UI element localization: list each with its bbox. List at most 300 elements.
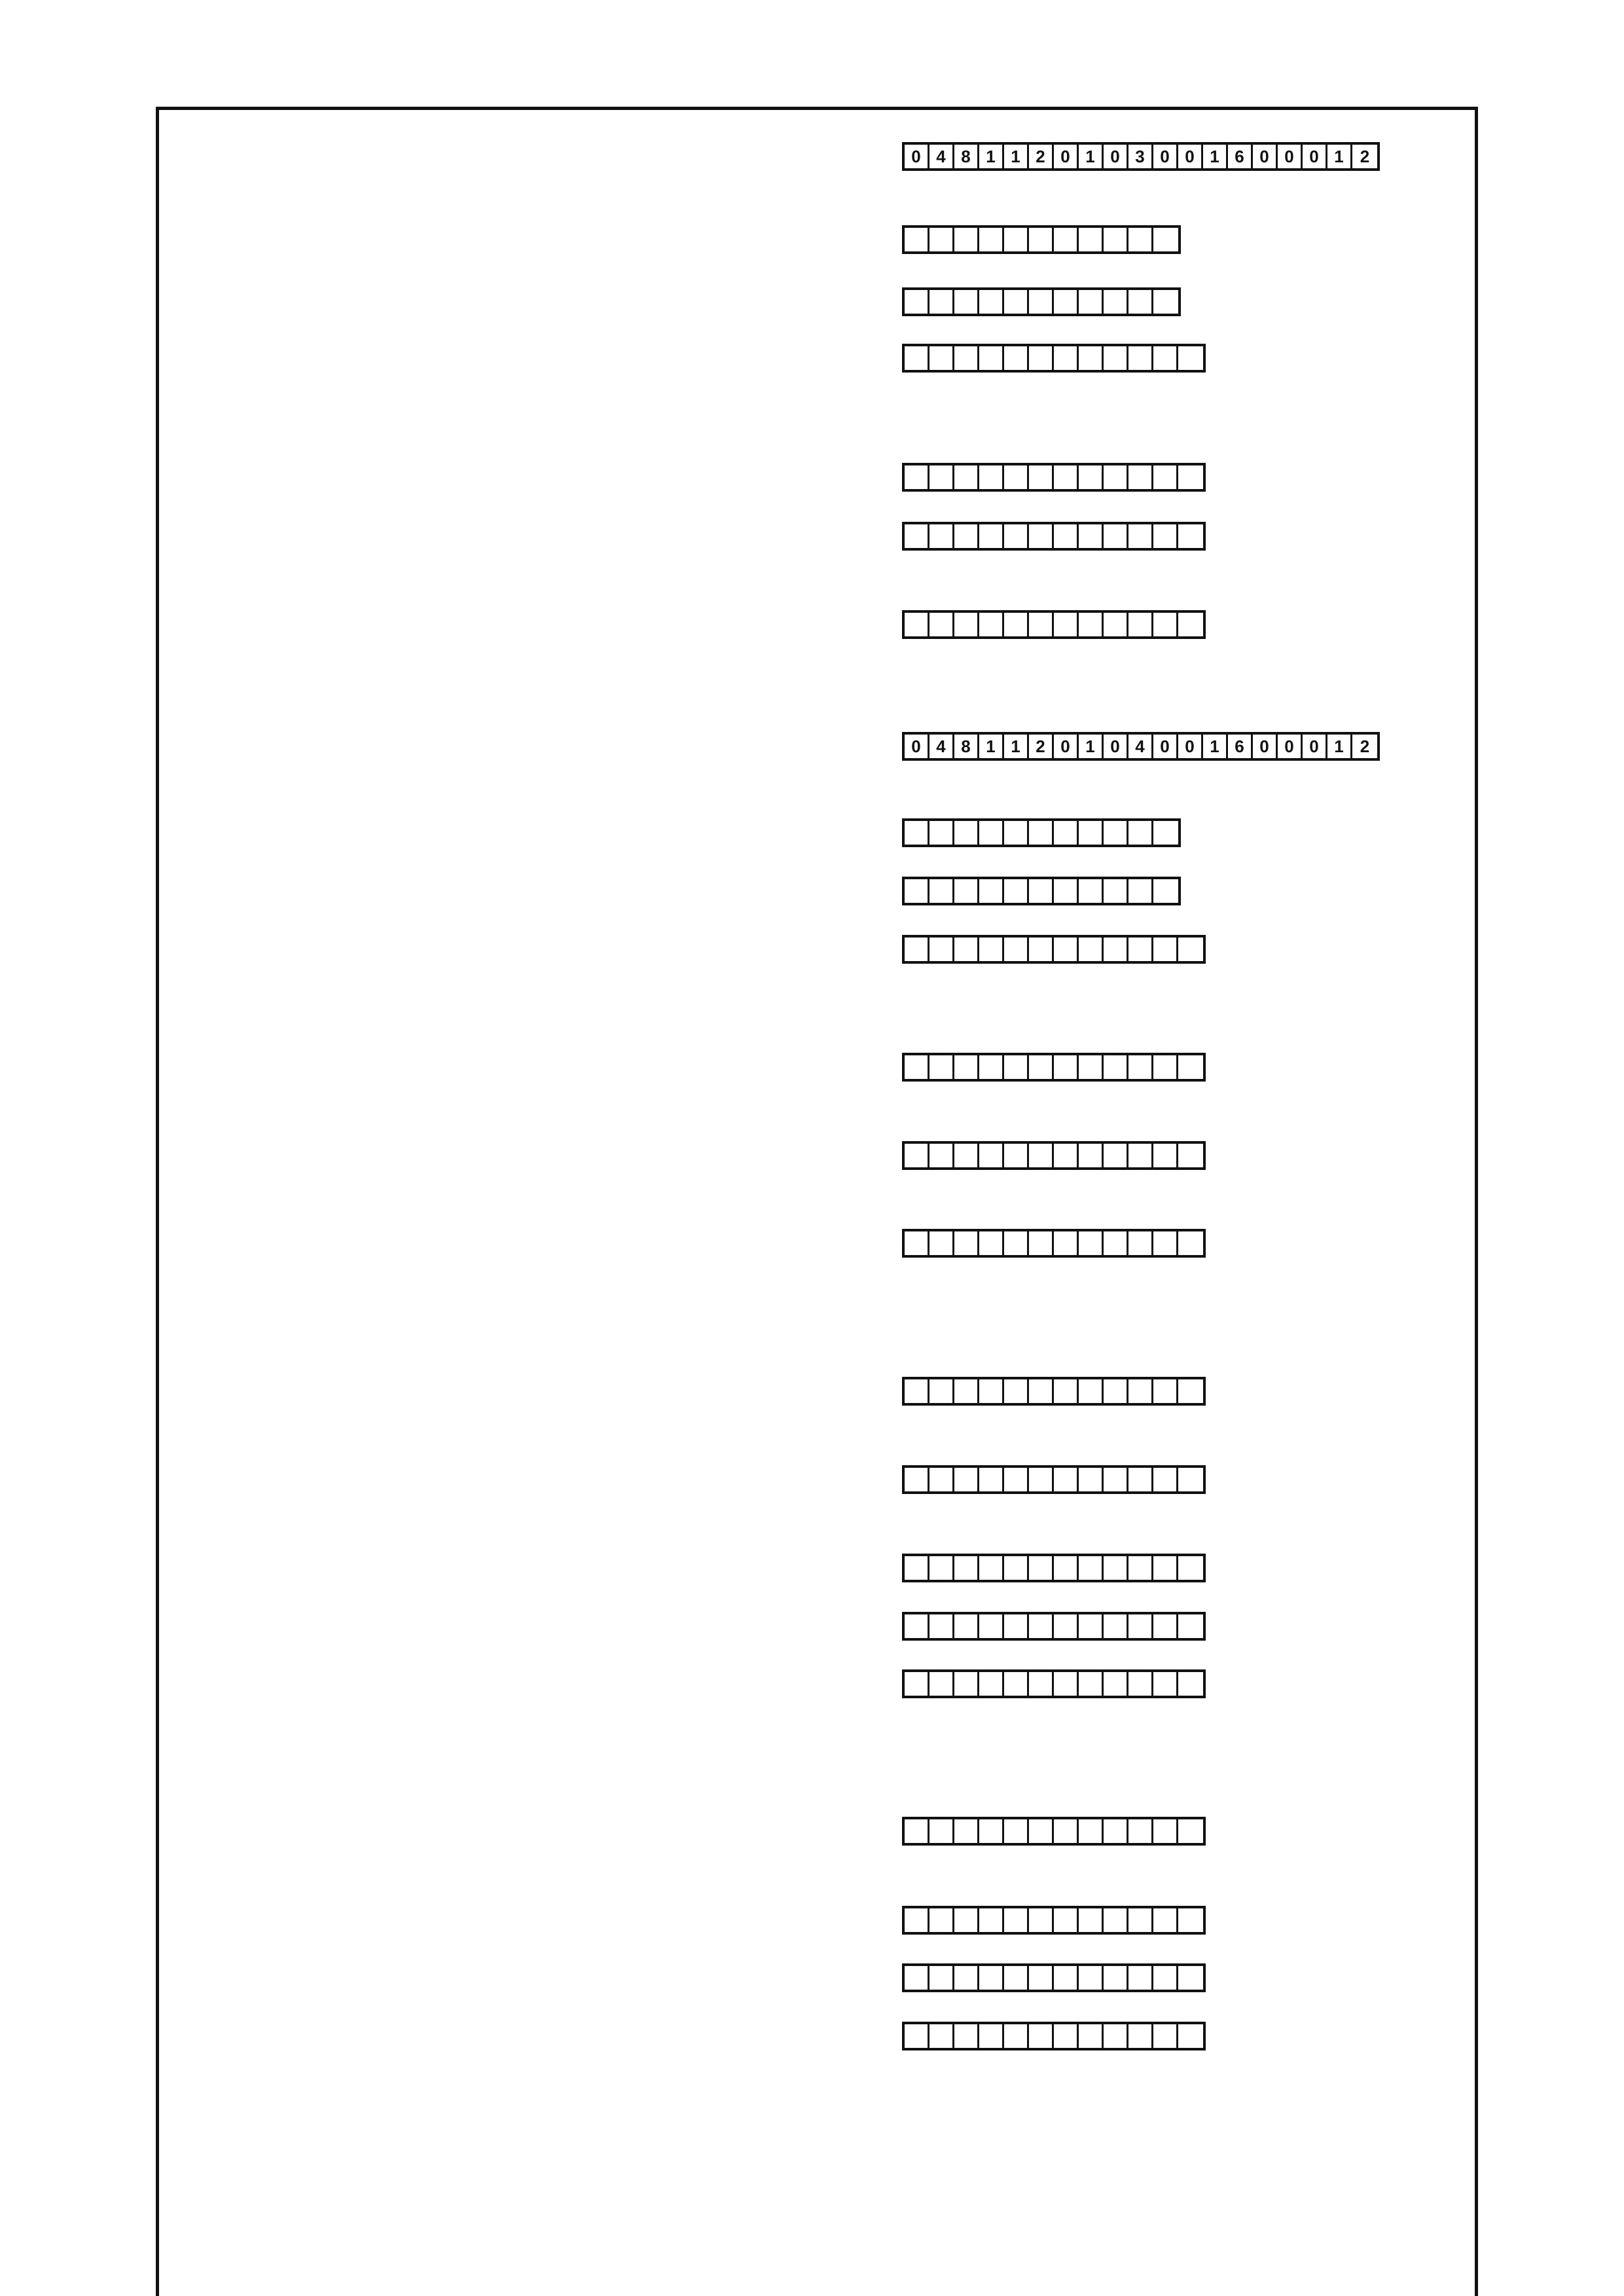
- value-cell[interactable]: [929, 465, 954, 489]
- value-cell[interactable]: [1178, 1556, 1203, 1580]
- value-cell[interactable]: [1029, 1055, 1054, 1079]
- value-cells[interactable]: [902, 1554, 1206, 1582]
- value-cell[interactable]: 0: [1178, 735, 1203, 758]
- value-cell[interactable]: [1128, 1556, 1153, 1580]
- value-cell[interactable]: [1104, 2024, 1128, 2048]
- value-cell[interactable]: [1153, 1379, 1178, 1403]
- value-cell[interactable]: [1104, 1614, 1128, 1638]
- value-cell[interactable]: [1178, 346, 1203, 370]
- value-cell[interactable]: [905, 524, 929, 548]
- value-cell[interactable]: [929, 1966, 954, 1990]
- value-cell[interactable]: [979, 1819, 1004, 1843]
- value-cell[interactable]: [1004, 465, 1029, 489]
- value-cell[interactable]: [1153, 228, 1178, 251]
- value-cell[interactable]: [929, 1055, 954, 1079]
- value-cell[interactable]: [1178, 524, 1203, 548]
- value-cell[interactable]: [954, 1672, 979, 1696]
- value-cell[interactable]: [1104, 1819, 1128, 1843]
- value-cell[interactable]: [979, 821, 1004, 845]
- value-cell[interactable]: [1004, 1819, 1029, 1843]
- value-cell[interactable]: 0: [1054, 145, 1079, 168]
- value-cell[interactable]: [1104, 1144, 1128, 1167]
- value-cell[interactable]: [1104, 524, 1128, 548]
- value-cell[interactable]: [1079, 1055, 1104, 1079]
- value-cells[interactable]: [902, 610, 1206, 639]
- value-cell[interactable]: [979, 1614, 1004, 1638]
- value-cell[interactable]: [905, 228, 929, 251]
- value-cell[interactable]: [1079, 1379, 1104, 1403]
- value-cell[interactable]: [1079, 1231, 1104, 1255]
- value-cell[interactable]: [979, 1908, 1004, 1932]
- value-cell[interactable]: [1029, 524, 1054, 548]
- value-cell[interactable]: 4: [929, 145, 954, 168]
- value-cell[interactable]: [954, 1055, 979, 1079]
- value-cell[interactable]: [979, 465, 1004, 489]
- value-cell[interactable]: [1104, 1379, 1128, 1403]
- value-cell[interactable]: [1029, 228, 1054, 251]
- value-cell[interactable]: [1153, 1819, 1178, 1843]
- value-cell[interactable]: [1178, 613, 1203, 636]
- value-cell[interactable]: 0: [1054, 735, 1079, 758]
- value-cell[interactable]: [1054, 821, 1079, 845]
- value-cell[interactable]: [1104, 1468, 1128, 1491]
- value-cell[interactable]: 0: [1278, 145, 1303, 168]
- value-cell[interactable]: [1128, 613, 1153, 636]
- value-cell[interactable]: [979, 1055, 1004, 1079]
- value-cell[interactable]: [1079, 1556, 1104, 1580]
- value-cell[interactable]: [1004, 290, 1029, 314]
- value-cell[interactable]: [979, 938, 1004, 961]
- value-cell[interactable]: [1128, 346, 1153, 370]
- value-cell[interactable]: [1079, 821, 1104, 845]
- value-cell[interactable]: 4: [1128, 735, 1153, 758]
- value-cell[interactable]: [1128, 228, 1153, 251]
- value-cell[interactable]: [1178, 1379, 1203, 1403]
- value-cell[interactable]: 8: [954, 145, 979, 168]
- value-cell[interactable]: [1054, 613, 1079, 636]
- value-cell[interactable]: [1128, 524, 1153, 548]
- value-cell[interactable]: [1128, 1144, 1153, 1167]
- value-cell[interactable]: [905, 938, 929, 961]
- value-cell[interactable]: [954, 1966, 979, 1990]
- value-cell[interactable]: [929, 1144, 954, 1167]
- value-cell[interactable]: [1128, 465, 1153, 489]
- value-cell[interactable]: [905, 1966, 929, 1990]
- value-cell[interactable]: [1128, 1966, 1153, 1990]
- value-cell[interactable]: 1: [1203, 735, 1228, 758]
- value-cell[interactable]: [1128, 821, 1153, 845]
- value-cell[interactable]: 0: [1303, 735, 1327, 758]
- value-cell[interactable]: 1: [1327, 735, 1352, 758]
- value-cell[interactable]: [1153, 524, 1178, 548]
- value-cell[interactable]: [1079, 1819, 1104, 1843]
- value-cell[interactable]: [905, 465, 929, 489]
- value-cell[interactable]: [1004, 1144, 1029, 1167]
- value-cell[interactable]: [1029, 1966, 1054, 1990]
- value-cell[interactable]: [1054, 1672, 1079, 1696]
- value-cell[interactable]: [1004, 821, 1029, 845]
- value-cell[interactable]: [1104, 346, 1128, 370]
- value-cell[interactable]: [929, 879, 954, 903]
- value-cell[interactable]: [1178, 1055, 1203, 1079]
- value-cells[interactable]: [902, 142, 1380, 171]
- value-cell[interactable]: [1029, 1144, 1054, 1167]
- value-cell[interactable]: [1153, 613, 1178, 636]
- value-cell[interactable]: [1029, 290, 1054, 314]
- value-cells[interactable]: [902, 1465, 1206, 1494]
- value-cells[interactable]: [902, 1906, 1206, 1935]
- value-cell[interactable]: [1029, 1908, 1054, 1932]
- value-cell[interactable]: [1029, 1468, 1054, 1491]
- value-cell[interactable]: 2: [1360, 737, 1370, 756]
- value-cell[interactable]: [929, 524, 954, 548]
- value-cell[interactable]: [979, 1468, 1004, 1491]
- value-cell[interactable]: [954, 1468, 979, 1491]
- value-cell[interactable]: [979, 1672, 1004, 1696]
- value-cell[interactable]: [1004, 346, 1029, 370]
- value-cell[interactable]: [1054, 938, 1079, 961]
- value-cell[interactable]: [1153, 1908, 1178, 1932]
- value-cell[interactable]: [979, 879, 1004, 903]
- value-cell[interactable]: [1054, 1144, 1079, 1167]
- value-cell[interactable]: 0: [1303, 145, 1327, 168]
- value-cell[interactable]: [905, 1144, 929, 1167]
- value-cell[interactable]: [1054, 346, 1079, 370]
- value-cells[interactable]: [902, 1669, 1206, 1698]
- value-cell[interactable]: [929, 1231, 954, 1255]
- value-cell[interactable]: 8: [954, 735, 979, 758]
- value-cell[interactable]: [1004, 613, 1029, 636]
- value-cell[interactable]: [979, 524, 1004, 548]
- value-cell[interactable]: 1: [1079, 145, 1104, 168]
- value-cells[interactable]: [902, 287, 1181, 316]
- value-cell[interactable]: [1153, 879, 1178, 903]
- value-cell[interactable]: [1153, 1614, 1178, 1638]
- value-cell[interactable]: [954, 1144, 979, 1167]
- value-cell[interactable]: [929, 290, 954, 314]
- value-cell[interactable]: [954, 290, 979, 314]
- value-cell[interactable]: [1029, 1672, 1054, 1696]
- value-cell[interactable]: [1128, 1672, 1153, 1696]
- value-cell[interactable]: [1128, 2024, 1153, 2048]
- value-cell[interactable]: 0: [1104, 145, 1128, 168]
- value-cell[interactable]: [1079, 524, 1104, 548]
- value-cell[interactable]: [1029, 1819, 1054, 1843]
- value-cell[interactable]: [1029, 1614, 1054, 1638]
- value-cell[interactable]: [1104, 613, 1128, 636]
- value-cell[interactable]: [1029, 465, 1054, 489]
- value-cell[interactable]: [954, 228, 979, 251]
- value-cell[interactable]: [1153, 1966, 1178, 1990]
- value-cell[interactable]: [1004, 1614, 1029, 1638]
- value-cell[interactable]: [1178, 1468, 1203, 1491]
- value-cell[interactable]: [929, 1379, 954, 1403]
- value-cell[interactable]: [979, 1379, 1004, 1403]
- value-cell[interactable]: [1054, 465, 1079, 489]
- value-cell[interactable]: [1153, 938, 1178, 961]
- value-cell[interactable]: [1054, 228, 1079, 251]
- value-cell[interactable]: [1104, 1556, 1128, 1580]
- value-cell[interactable]: 1: [1004, 145, 1029, 168]
- value-cells[interactable]: [902, 344, 1206, 373]
- value-cell[interactable]: [1178, 2024, 1203, 2048]
- value-cell[interactable]: [1054, 1468, 1079, 1491]
- value-cell[interactable]: [1178, 1231, 1203, 1255]
- value-cell[interactable]: [1004, 1966, 1029, 1990]
- value-cell[interactable]: [1128, 1908, 1153, 1932]
- value-cells[interactable]: [902, 1053, 1206, 1082]
- value-cell[interactable]: [954, 1231, 979, 1255]
- value-cell[interactable]: [929, 1468, 954, 1491]
- value-cell[interactable]: [1004, 879, 1029, 903]
- value-cell[interactable]: [1004, 524, 1029, 548]
- value-cell[interactable]: 1: [1327, 145, 1352, 168]
- value-cell[interactable]: [1079, 1672, 1104, 1696]
- value-cells[interactable]: [902, 1377, 1206, 1406]
- value-cell[interactable]: [1079, 1966, 1104, 1990]
- value-cell[interactable]: [979, 1966, 1004, 1990]
- value-cell[interactable]: [1079, 1908, 1104, 1932]
- value-cell[interactable]: [905, 821, 929, 845]
- value-cell[interactable]: [1079, 346, 1104, 370]
- value-cell[interactable]: [905, 290, 929, 314]
- value-cell[interactable]: [954, 938, 979, 961]
- value-cell[interactable]: 6: [1228, 735, 1253, 758]
- value-cell[interactable]: [1153, 1144, 1178, 1167]
- value-cell[interactable]: [1079, 1614, 1104, 1638]
- value-cell[interactable]: [1178, 1672, 1203, 1696]
- value-cell[interactable]: [1104, 1055, 1128, 1079]
- value-cell[interactable]: 0: [905, 735, 929, 758]
- value-cell[interactable]: [929, 1908, 954, 1932]
- value-cell[interactable]: [979, 1231, 1004, 1255]
- value-cell[interactable]: [1054, 524, 1079, 548]
- value-cell[interactable]: [905, 1556, 929, 1580]
- value-cell[interactable]: [1104, 1966, 1128, 1990]
- value-cell[interactable]: [1128, 938, 1153, 961]
- value-cell[interactable]: [1054, 1231, 1079, 1255]
- value-cell[interactable]: [1178, 465, 1203, 489]
- value-cell[interactable]: [1004, 1231, 1029, 1255]
- value-cell[interactable]: [954, 1908, 979, 1932]
- value-cell[interactable]: [1153, 1055, 1178, 1079]
- value-cell[interactable]: [1029, 1379, 1054, 1403]
- value-cell[interactable]: [979, 2024, 1004, 2048]
- value-cell[interactable]: 0: [1278, 735, 1303, 758]
- value-cell[interactable]: [1178, 1819, 1203, 1843]
- value-cell[interactable]: [905, 613, 929, 636]
- value-cell[interactable]: 1: [1079, 735, 1104, 758]
- value-cell[interactable]: [1079, 613, 1104, 636]
- value-cell[interactable]: [954, 1379, 979, 1403]
- value-cell[interactable]: [1104, 290, 1128, 314]
- value-cell[interactable]: [1079, 1468, 1104, 1491]
- value-cells[interactable]: [902, 522, 1206, 551]
- value-cell[interactable]: [954, 879, 979, 903]
- value-cell[interactable]: [954, 1614, 979, 1638]
- value-cell[interactable]: [1153, 465, 1178, 489]
- value-cell[interactable]: [1153, 1468, 1178, 1491]
- value-cell[interactable]: [1128, 1231, 1153, 1255]
- value-cell[interactable]: [954, 346, 979, 370]
- value-cell[interactable]: [1128, 1614, 1153, 1638]
- value-cell[interactable]: [929, 1672, 954, 1696]
- value-cell[interactable]: [1178, 1908, 1203, 1932]
- value-cell[interactable]: [1054, 1055, 1079, 1079]
- value-cell[interactable]: 2: [1360, 147, 1370, 166]
- value-cell[interactable]: 0: [1253, 145, 1278, 168]
- value-cells[interactable]: [902, 463, 1206, 492]
- value-cell[interactable]: [1054, 1379, 1079, 1403]
- value-cell[interactable]: [979, 228, 1004, 251]
- value-cell[interactable]: [1178, 1614, 1203, 1638]
- value-cell[interactable]: [1029, 346, 1054, 370]
- value-cell[interactable]: [979, 613, 1004, 636]
- value-cell[interactable]: [1054, 290, 1079, 314]
- value-cell[interactable]: [979, 290, 1004, 314]
- value-cell[interactable]: [1104, 1908, 1128, 1932]
- value-cell[interactable]: [929, 346, 954, 370]
- value-cell[interactable]: 0: [1153, 735, 1178, 758]
- value-cell[interactable]: 1: [979, 735, 1004, 758]
- value-cell[interactable]: [1079, 2024, 1104, 2048]
- value-cell[interactable]: [1029, 613, 1054, 636]
- value-cell[interactable]: [1104, 879, 1128, 903]
- value-cell[interactable]: [1004, 2024, 1029, 2048]
- value-cell[interactable]: [1004, 938, 1029, 961]
- value-cell[interactable]: 0: [905, 145, 929, 168]
- value-cell[interactable]: [1054, 1819, 1079, 1843]
- value-cell[interactable]: [1079, 465, 1104, 489]
- value-cell[interactable]: [1079, 938, 1104, 961]
- value-cell[interactable]: [905, 1819, 929, 1843]
- value-cell[interactable]: [1004, 1468, 1029, 1491]
- value-cell[interactable]: [1079, 228, 1104, 251]
- value-cell[interactable]: [954, 2024, 979, 2048]
- value-cell[interactable]: [905, 346, 929, 370]
- value-cell[interactable]: [1004, 1908, 1029, 1932]
- value-cell[interactable]: [954, 613, 979, 636]
- value-cell[interactable]: [1153, 821, 1178, 845]
- value-cells[interactable]: [902, 2022, 1206, 2050]
- value-cell[interactable]: [979, 1144, 1004, 1167]
- value-cell[interactable]: [929, 1819, 954, 1843]
- value-cell[interactable]: [1029, 821, 1054, 845]
- value-cell[interactable]: 2: [1029, 145, 1054, 168]
- value-cell[interactable]: [929, 613, 954, 636]
- value-cell[interactable]: [1079, 1144, 1104, 1167]
- value-cell[interactable]: [1128, 1055, 1153, 1079]
- value-cells[interactable]: [902, 877, 1181, 905]
- value-cells[interactable]: [902, 225, 1181, 254]
- value-cell[interactable]: [1104, 465, 1128, 489]
- value-cell[interactable]: [1029, 1231, 1054, 1255]
- value-cells[interactable]: [902, 1141, 1206, 1170]
- value-cell[interactable]: [905, 1614, 929, 1638]
- value-cell[interactable]: [954, 1819, 979, 1843]
- value-cell[interactable]: [1029, 938, 1054, 961]
- value-cell[interactable]: [1004, 228, 1029, 251]
- value-cell[interactable]: 1: [1203, 145, 1228, 168]
- value-cell[interactable]: [954, 524, 979, 548]
- value-cell[interactable]: [929, 228, 954, 251]
- value-cell[interactable]: 0: [1104, 735, 1128, 758]
- value-cell[interactable]: [1128, 290, 1153, 314]
- value-cell[interactable]: [905, 1468, 929, 1491]
- value-cell[interactable]: [929, 2024, 954, 2048]
- value-cell[interactable]: [929, 821, 954, 845]
- value-cell[interactable]: [1054, 1908, 1079, 1932]
- value-cell[interactable]: [1004, 1556, 1029, 1580]
- value-cell[interactable]: [1128, 1379, 1153, 1403]
- value-cell[interactable]: [1004, 1672, 1029, 1696]
- value-cell[interactable]: [1054, 1556, 1079, 1580]
- value-cell[interactable]: [905, 879, 929, 903]
- value-cells[interactable]: [902, 1963, 1206, 1992]
- value-cell[interactable]: 1: [979, 145, 1004, 168]
- value-cell[interactable]: [1054, 1966, 1079, 1990]
- value-cell[interactable]: [905, 1379, 929, 1403]
- value-cell[interactable]: [1004, 1055, 1029, 1079]
- value-cell[interactable]: [1104, 1231, 1128, 1255]
- value-cell[interactable]: [979, 1556, 1004, 1580]
- value-cell[interactable]: 1: [1004, 735, 1029, 758]
- value-cell[interactable]: [905, 1231, 929, 1255]
- value-cell[interactable]: [905, 1055, 929, 1079]
- value-cells[interactable]: [902, 1612, 1206, 1641]
- value-cell[interactable]: [1104, 1672, 1128, 1696]
- value-cell[interactable]: [929, 938, 954, 961]
- value-cell[interactable]: [1128, 879, 1153, 903]
- value-cell[interactable]: 0: [1178, 145, 1203, 168]
- value-cells[interactable]: [902, 1817, 1206, 1846]
- value-cell[interactable]: 4: [929, 735, 954, 758]
- value-cell[interactable]: [1079, 879, 1104, 903]
- value-cell[interactable]: [1029, 2024, 1054, 2048]
- value-cells[interactable]: [902, 732, 1380, 761]
- value-cell[interactable]: [1153, 2024, 1178, 2048]
- value-cell[interactable]: [1128, 1819, 1153, 1843]
- value-cell[interactable]: [1178, 1144, 1203, 1167]
- value-cell[interactable]: [1104, 821, 1128, 845]
- value-cell[interactable]: [1153, 1672, 1178, 1696]
- value-cell[interactable]: 2: [1029, 735, 1054, 758]
- value-cell[interactable]: [1153, 1556, 1178, 1580]
- value-cell[interactable]: [929, 1614, 954, 1638]
- value-cells[interactable]: [902, 1229, 1206, 1258]
- value-cell[interactable]: [1128, 1468, 1153, 1491]
- value-cell[interactable]: [1054, 879, 1079, 903]
- value-cell[interactable]: [1079, 290, 1104, 314]
- value-cell[interactable]: [929, 1556, 954, 1580]
- value-cell[interactable]: [1153, 1231, 1178, 1255]
- value-cell[interactable]: 3: [1128, 145, 1153, 168]
- value-cell[interactable]: 6: [1228, 145, 1253, 168]
- value-cell[interactable]: [905, 1672, 929, 1696]
- value-cell[interactable]: [1029, 879, 1054, 903]
- value-cells[interactable]: [902, 818, 1181, 847]
- value-cell[interactable]: [1054, 1614, 1079, 1638]
- value-cell[interactable]: [1178, 938, 1203, 961]
- value-cell[interactable]: [1153, 346, 1178, 370]
- value-cell[interactable]: [1104, 228, 1128, 251]
- value-cell[interactable]: [1178, 1966, 1203, 1990]
- value-cell[interactable]: [1004, 1379, 1029, 1403]
- value-cell[interactable]: 0: [1153, 145, 1178, 168]
- value-cell[interactable]: [1029, 1556, 1054, 1580]
- value-cell[interactable]: [954, 465, 979, 489]
- value-cell[interactable]: [905, 2024, 929, 2048]
